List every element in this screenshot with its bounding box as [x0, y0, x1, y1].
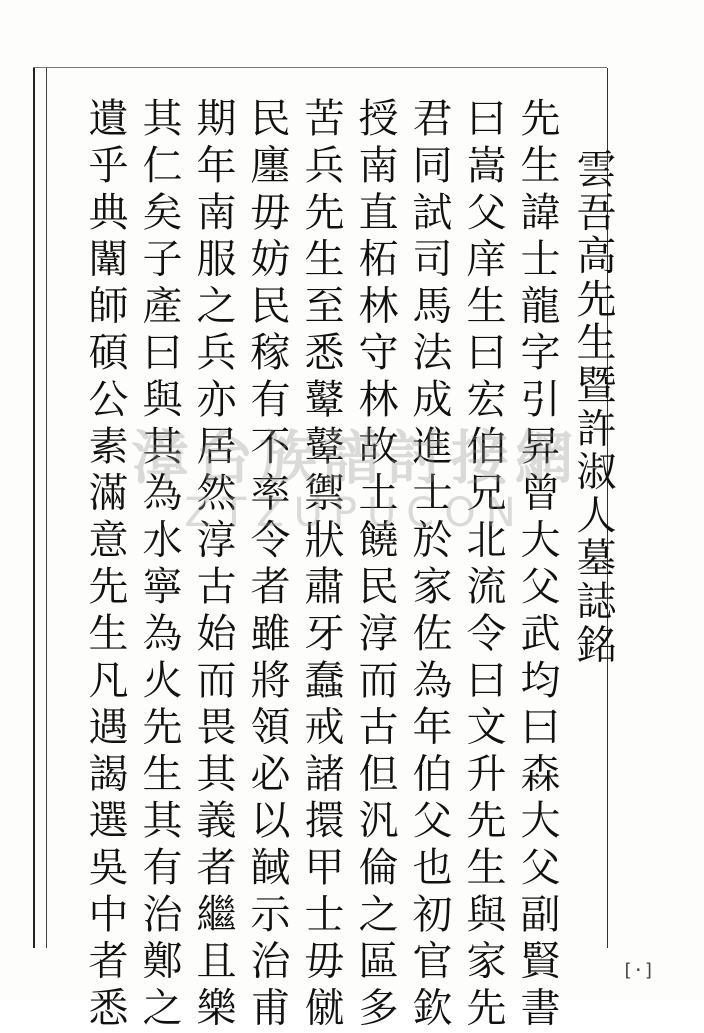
text-column-3: 君同試司馬法成進士於家佐為年伯父也初官欽: [406, 97, 452, 1033]
text-column-2: 曰嵩父庠生曰宏伯兄北流令曰文升先生與家先: [460, 97, 506, 1033]
text-column-6: 民廛毋妨民稼有不率令者雖將領必以馘示治甫: [244, 97, 290, 1033]
epitaph-title: 雲吾高先生暨許淑人墓誌銘: [570, 148, 616, 667]
text-column-7: 期年南服之兵亦居然淳古始而畏其義者繼且樂: [190, 97, 236, 1033]
text-column-5: 苦兵先生至悉鼙鼙禦狀肅牙蠢戒諸擐甲士毋僦: [298, 97, 344, 1033]
text-column-4: 授南直柘林守林故土饒民淳而古但汎倫之區多: [352, 97, 398, 1033]
page-corner-mark: [·]: [622, 960, 655, 981]
text-column-8: 其仁矣子產曰與其為水寧為火先生其有治鄭之: [136, 97, 182, 1033]
text-column-9: 遺乎典闈師碩公素滿意先生凡遇謁選吳中者悉: [82, 97, 128, 1033]
watermark-latin: ZTZUPUCON: [184, 490, 526, 536]
text-column-1: 先生諱士龍字引昇曾大父武均曰森大父副賢書: [514, 97, 560, 1033]
watermark-chinese: 漳台族譜討接網: [130, 424, 579, 492]
